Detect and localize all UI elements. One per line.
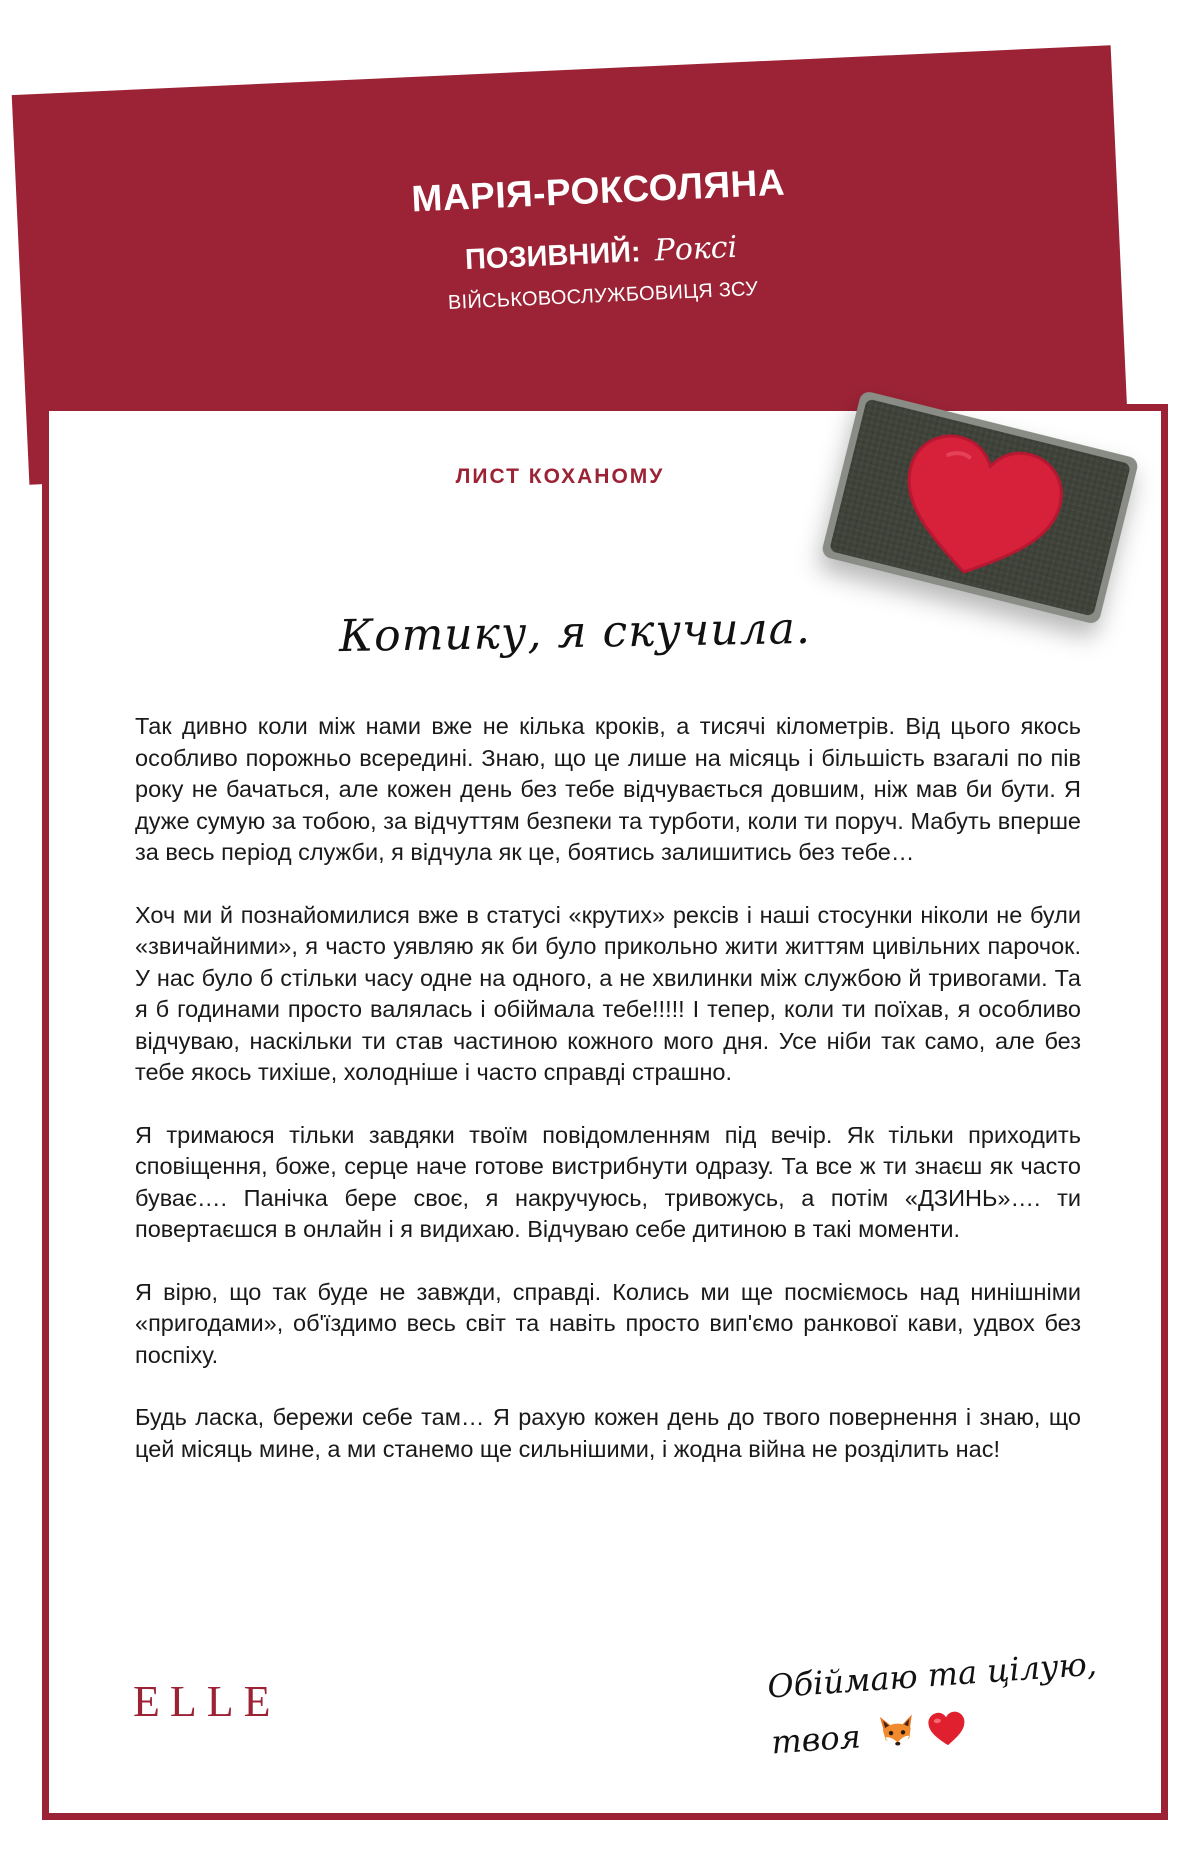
paragraph: Хоч ми й познайомилися вже в статусі «крутих» рексів і наші стосунки ніколи не були «звичайними», я часто уявляю як би було прикольно жити життям цивільних парочок. У нас було б стільки часу одне на одного, а не хвилинки між службою й тривогами. Та я б годинами просто валялась і обіймала тебе!!!!! І тепер, коли ти поїхав, я особливо відчуваю, наскільки ти став частиною кожного мого дня. Усе ніби так само, але без тебе якось тихіше, холодніше і часто справді страшно. bbox=[135, 901, 1081, 1085]
callsign-line bbox=[321, 223, 882, 283]
callsign-value: Рокcі bbox=[653, 229, 738, 269]
letter-body bbox=[135, 711, 1081, 1496]
callsign-label: ПОЗИВНИЙ: bbox=[464, 236, 642, 277]
header-block bbox=[317, 137, 884, 320]
letter-sheet bbox=[42, 404, 1168, 1820]
signoff-line-1: Обіймаю та цілую, bbox=[766, 1644, 1099, 1706]
paragraph: Будь ласка, бережи себе там… Я рахую кожен день до твого повернення і знаю, що цей місяць мине, а ми станемо ще сильнішими, і жодна війна не розділить нас! bbox=[135, 1404, 1081, 1462]
elle-logo: ELLE bbox=[133, 1677, 281, 1726]
red-heart-emoji-icon bbox=[925, 1707, 967, 1746]
letter-greeting: Котику, я скучила. bbox=[338, 602, 812, 663]
fox-emoji-icon bbox=[875, 1711, 918, 1754]
author-role: ВІЙСЬКОВОСЛУЖБОВИЦЯ ЗСУ bbox=[447, 277, 759, 314]
paragraph: Я вірю, що так буде не завжди, справді. Колись ми ще посміємось над нинішніми «пригодами», об'їздимо весь світ та навіть просто вип'ємо ранкової кави, удвох без поспіху. bbox=[135, 1278, 1081, 1368]
letter-title: ЛИСТ КОХАНОМУ bbox=[455, 465, 665, 488]
signoff-word: твоя bbox=[770, 1717, 862, 1762]
author-name: МАРІЯ-РОКСОЛЯНА bbox=[410, 161, 786, 220]
paragraph: Так дивно коли між нами вже не кілька кроків, а тисячі кілометрів. Від цього якось особливо порожньо всередині. Знаю, що це лише на місяць і більшість взагалі по пів року не бачаться, але кожен день без тебе відчувається довшим, ніж мав би бути. Я дуже сумую за тобою, за відчуттям безпеки та турботи, коли ти поруч. Мабуть вперше за весь період служби, я відчула як це, боятись залишитись без тебе… bbox=[135, 713, 1081, 865]
paragraph: Я тримаюся тільки завдяки твоїм повідомленням під вечір. Як тільки приходить сповіщення, боже, серце наче готове вистрибнути одразу. Та все ж ти знаєш як часто буває…. Панічка бере своє, я накручуюсь, тривожусь, а потім «ДЗИНЬ»…. ти повертаєшся в онлайн і я видихаю. Відчуваю себе дитиною в такі моменти. bbox=[135, 1121, 1081, 1242]
letter-signoff bbox=[766, 1634, 1133, 1771]
